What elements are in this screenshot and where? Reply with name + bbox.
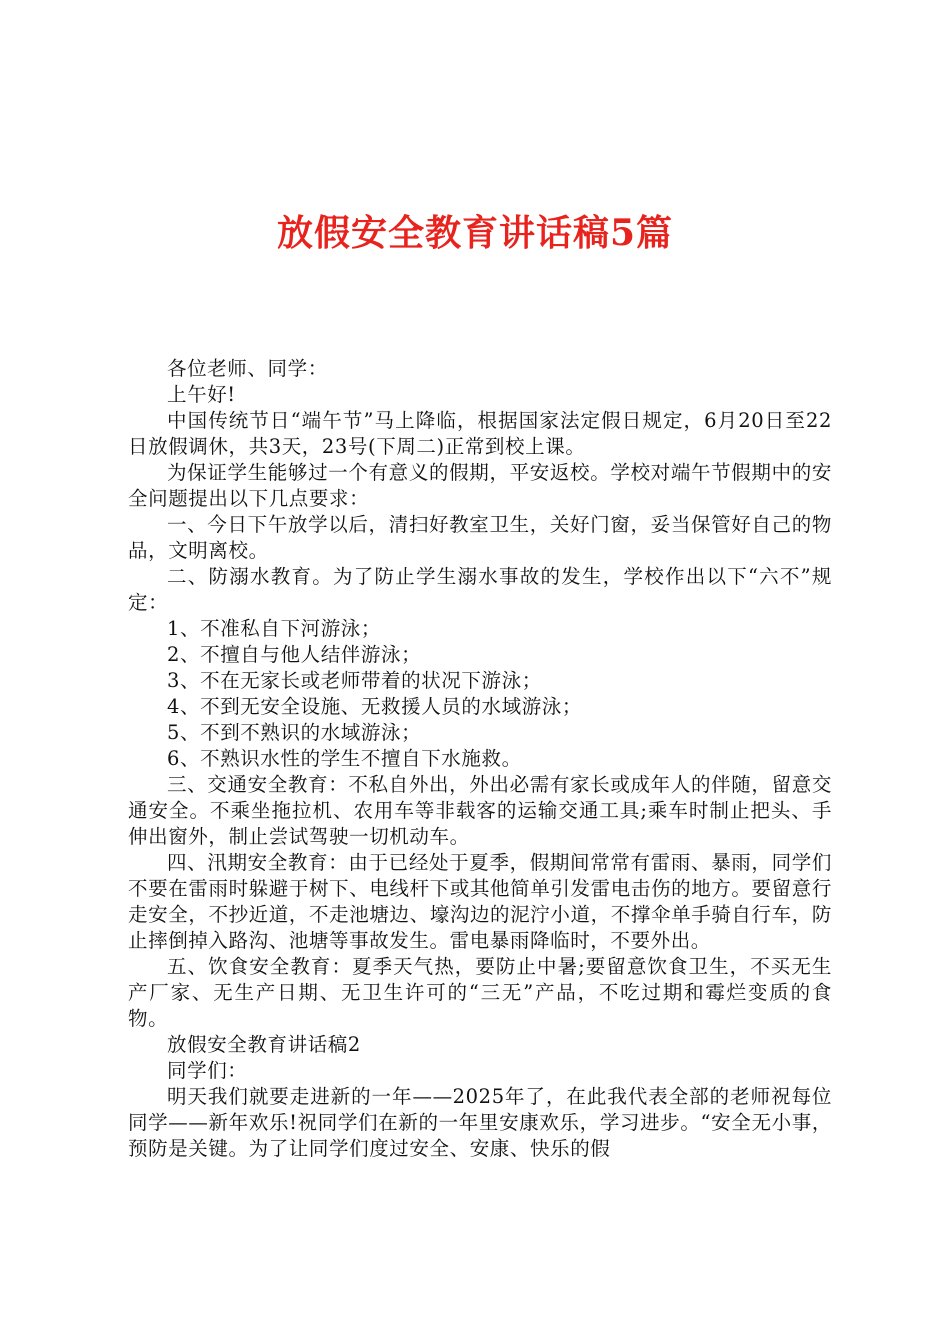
list-item: 2、不擅自与他人结伴游泳； — [167, 643, 422, 666]
paragraph: 五、饮食安全教育：夏季天气热，要防止中暑;要留意饮食卫生，不买无生产厂家、无生产日期、无卫生许可的“三无”产品，不吃过期和霉烂变质的食物。 — [128, 955, 832, 1030]
document-body — [128, 356, 832, 1162]
paragraph: 为保证学生能够过一个有意义的假期，平安返校。学校对端午节假期中的安全问题提出以下几点要求： — [128, 461, 832, 510]
paragraph: 上午好! — [167, 383, 236, 406]
paragraph: 三、交通安全教育：不私自外出，外出必需有家长或成年人的伴随，留意交通安全。不乘坐拖拉机、农用车等非载客的运输交通工具;乘车时制止把头、手伸出窗外，制止尝试驾驶一切机动车。 — [128, 773, 832, 848]
list-item: 5、不到不熟识的水域游泳； — [167, 721, 422, 744]
document-title: 放假安全教育讲话稿5篇 — [276, 212, 674, 254]
paragraph: 一、今日下午放学以后，清扫好教室卫生，关好门窗，妥当保管好自己的物品，文明离校。 — [128, 513, 832, 562]
paragraph: 同学们： — [167, 1059, 248, 1082]
list-item: 4、不到无安全设施、无救援人员的水域游泳； — [167, 695, 583, 718]
list-item: 1、不准私自下河游泳； — [167, 617, 382, 640]
list-item: 6、不熟识水性的学生不擅自下水施救。 — [167, 747, 522, 770]
paragraph: 中国传统节日“端午节”马上降临，根据国家法定假日规定，6月20日至22日放假调休，共3天，23号(下周二)正常到校上课。 — [128, 409, 832, 458]
list-item: 3、不在无家长或老师带着的状况下游泳； — [167, 669, 542, 692]
section-heading: 放假安全教育讲话稿2 — [167, 1033, 361, 1056]
paragraph: 明天我们就要走进新的一年——2025年了，在此我代表全部的老师祝每位同学——新年欢乐!祝同学们在新的一年里安康欢乐，学习进步。“安全无小事，预防是关键。为了让同学们度过安全、安康、快乐的假 — [128, 1085, 832, 1160]
paragraph: 二、防溺水教育。为了防止学生溺水事故的发生，学校作出以下“六不”规定： — [128, 565, 832, 614]
paragraph: 各位老师、同学： — [167, 357, 328, 380]
paragraph: 四、汛期安全教育：由于已经处于夏季，假期间常常有雷雨、暴雨，同学们不要在雷雨时躲避于树下、电线杆下或其他简单引发雷电击伤的地方。要留意行走安全，不抄近道，不走池塘边、壕沟边的泥泞小道，不撑伞单手骑自行车，防止摔倒掉入路沟、池塘等事故发生。雷电暴雨降临时，不要外出。 — [128, 851, 832, 952]
